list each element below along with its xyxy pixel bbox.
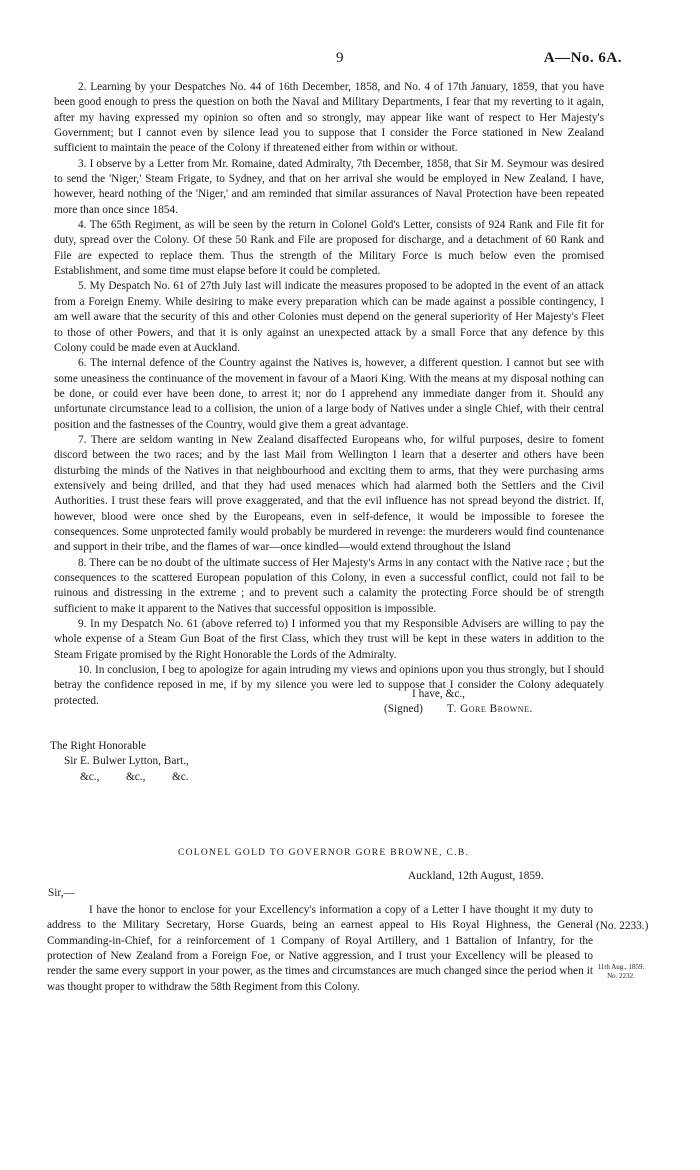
paragraph-6: 6. The internal defence of the Country against the Natives is, however, a different question. I cannot but see with some uneasiness the continuance of the movement in favour of a Maori King. With the means at my disposal nothing can be done, or could ever have been done, to arrest it; nor do I apprehend any immediate danger from it. Should any unfortunate circumstance lead to a collision, the union of a large body of Natives under a single Chief, with their central position and the fastnesses of the Country, would give them a great advantage.: [54, 357, 604, 431]
signature-block: [384, 687, 533, 718]
signed-line: [384, 702, 533, 717]
paragraph-3: 3. I observe by a Letter from Mr. Romaine, dated Admiralty, 7th December, 1858, that Sir M. Seymour was desired to send the 'Niger,' Steam Frigate, to Sydney, and that on her arrival she would be employed in New Zealand. I have, however, heard nothing of the 'Niger,' and am reminded that similar assurances of Naval Protection have been repeated more than once since 1854.: [54, 157, 604, 216]
enclosure-body: [47, 903, 593, 995]
addressee-name: Sir E. Bulwer Lytton, Bart.,: [64, 755, 189, 768]
paragraph-2: 2. Learning by your Despatches No. 44 of 16th December, 1858, and No. 4 of 17th January, 1859, that you have been good enough to press the question on both the Naval and Military Departments, I fear that my reverting to it again, after my having expressed my opinion so often and so strongly, may appear like want of respect to Her Majesty's Government; but I cannot even by silence lead you to suppose that I consider the Force stationed in New Zealand sufficient to maintain the peace of the Colony if threatened either from within or without.: [54, 81, 604, 155]
enclosure-dateline: Auckland, 12th August, 1859.: [408, 870, 544, 882]
addressee-title: The Right Honorable: [50, 740, 147, 752]
paragraph-9: 9. In my Despatch No. 61 (above referred to) I informed you that my Responsible Advisers are willing to pay the whole expense of a Steam Gun Boat of the first Class, which they trust will be kept in these waters in addition to the Steam Frigate promised by the Right Honorable the Lords of the Admiralty.: [54, 618, 604, 661]
enclosure-paragraph: I have the honor to enclose for your Excellency's information a copy of a Letter I have thought it my duty to address to the Military Secretary, Horse Guards, being an earnest appeal to His Royal Highness, the General Commanding-in-Chief, for a reinforcement of 1 Company of Royal Artillery, and 1 Battalion of Infantry, for the protection of New Zealand from a Foreign Foe, or Native aggression, and I trust your Excellency will be pleased to render the same every support in your power, as the times and circumstances are much changed since the period when it was thought proper to withdraw the 58th Regiment from this Colony.: [47, 904, 593, 993]
margin-reference-2: [597, 963, 645, 981]
margin-reference-date: 11th Aug., 1859.: [597, 963, 645, 971]
paragraph-7: 7. There are seldom wanting in New Zealand disaffected Europeans who, for wilful purposes, desire to foment discord between the two races; and by the last Mail from Wellington I learn that a deserter and others have been disturbing the minds of the Natives in that neighbourhood and exciting them to arms, that they were purchasing arms extensively and being drilled, and that they had used menaces which had alarmed both the Settlers and the Civil Authorities. I trust these fears will prove exaggerated, and that the evil influence has not spread beyond the district. If, however, blood were once shed by the Europeans, even in self-defence, it would be impossible to foresee the consequences. Some unprotected family would probably be murdered in revenge: the murderers would find countenance and support in their tribe, and the flames of war—once kindled—would extend throughout the Island: [54, 433, 604, 554]
paragraph-8: 8. There can be no doubt of the ultimate success of Her Majesty's Arms in any contact with the Native race ; but the consequences to the scattered European population of this Colony, in even a successful conflict, could not fail to be ruinous and distressing in the extreme ; and to prevent such a calamity the protecting Force should be of strength sufficient to make it apparent to the Natives that successful opposition is impossible.: [54, 556, 604, 615]
enclosure-heading: COLONEL GOLD TO GOVERNOR GORE BROWNE, C.B.: [178, 848, 470, 858]
margin-reference-number: No. 2232.: [607, 972, 635, 980]
margin-reference-1: (No. 2233.): [596, 920, 649, 932]
despatch-body: [54, 80, 604, 709]
enclosure-salutation: Sir,—: [48, 887, 75, 899]
paragraph-4: 4. The 65th Regiment, as will be seen by the return in Colonel Gold's Letter, consists of 924 Rank and File fit for duty, spread over the Colony. Of these 50 Rank and File are proposed for discharge, and a detachment of 60 Rank and File are expected to replace them. Thus the strength of the Military Force is much below even the promised Establishment, and some time must elapse before it could be completed.: [54, 219, 604, 278]
page-number: 9: [336, 50, 344, 66]
signed-label: (Signed): [384, 703, 423, 716]
addressee-block: [50, 739, 218, 785]
closing-line: I have, &c.,: [412, 688, 466, 700]
addressee-etc: &c., &c., &c.: [80, 770, 189, 783]
signatory-name: T. Gore Browne.: [446, 703, 533, 716]
document-reference: A—No. 6A.: [543, 50, 622, 66]
paragraph-10: 10. In conclusion, I beg to apologize for again intruding my views and opinions upon you thus strongly, but I should betray the confidence reposed in me, if by my silence you were led to suppose that I consider the Colony adequately protected.: [54, 664, 604, 707]
paragraph-5: 5. My Despatch No. 61 of 27th July last will indicate the measures proposed to be adopted in the event of an attack from a Foreign Enemy. While desiring to make every preparation which can be made against a possible contingency, I am well aware that the security of this and other Colonies must depend on the general superiority of Her Majesty's Fleet to those of other Powers, and that it is only against an unexpected attack by a small Force that any defence by this Colony could be made even at Auckland.: [54, 280, 604, 354]
